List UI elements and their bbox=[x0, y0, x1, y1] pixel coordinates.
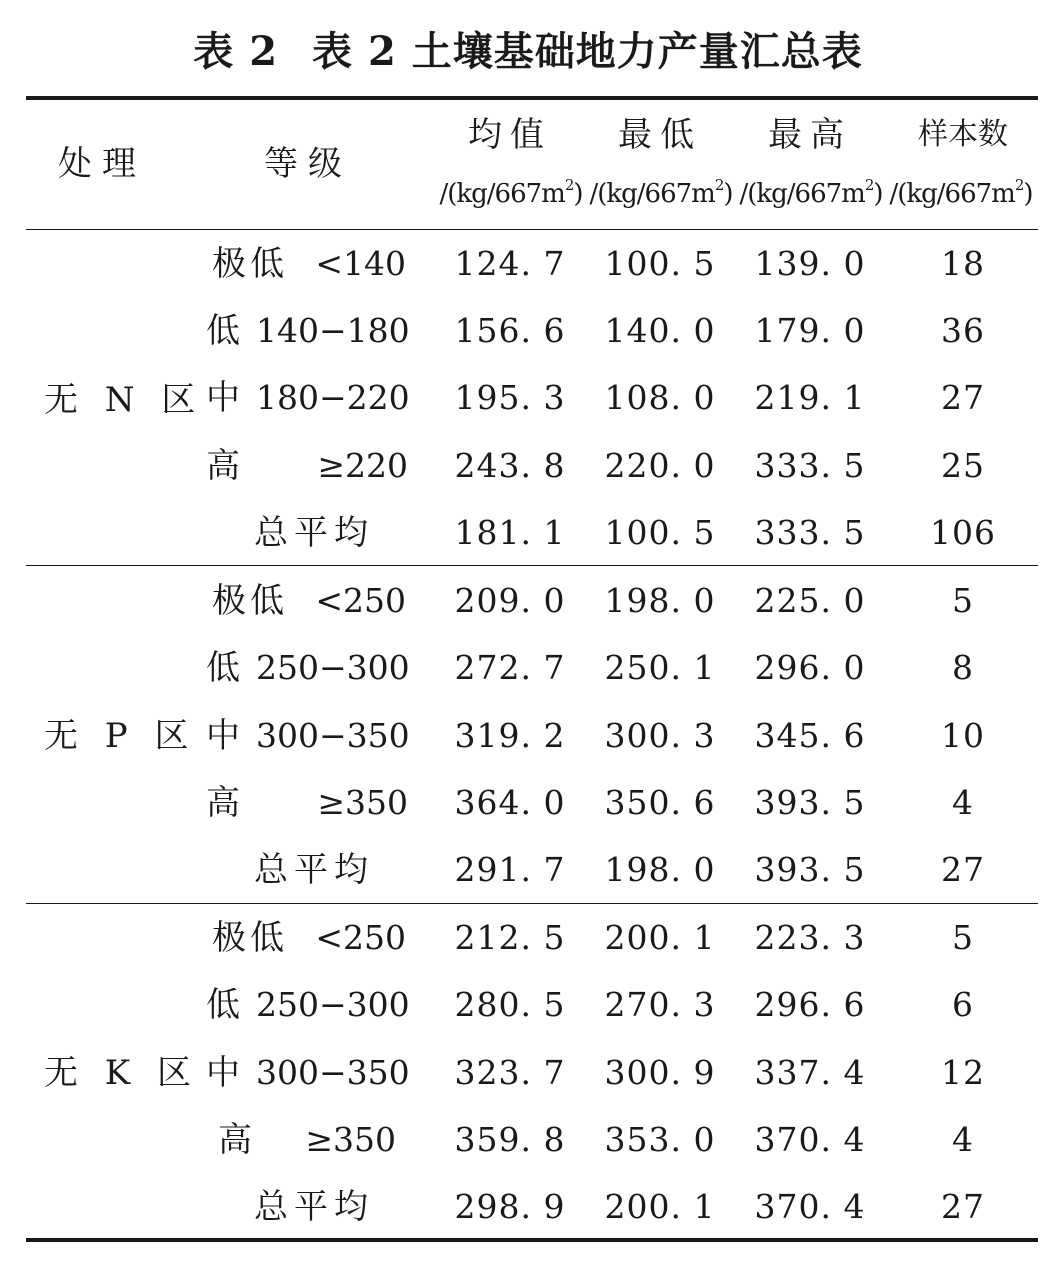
mean-value: 359. 8 bbox=[454, 1120, 566, 1159]
mean-value: 291. 7 bbox=[454, 850, 566, 889]
count-value: 4 bbox=[952, 783, 974, 822]
unit-close: ) bbox=[723, 179, 733, 209]
mean-value: 243. 8 bbox=[454, 446, 566, 485]
header-max-unit bbox=[738, 178, 884, 207]
min-value: 140. 0 bbox=[604, 311, 716, 350]
count-value: 27 bbox=[941, 1187, 985, 1226]
count-value: 4 bbox=[952, 1120, 974, 1159]
grade-range: ≥350 bbox=[305, 1120, 396, 1159]
min-value: 270. 3 bbox=[604, 985, 716, 1024]
grade-range: 250−300 bbox=[256, 648, 410, 687]
mean-value: 156. 6 bbox=[454, 311, 566, 350]
header-max: 最高 bbox=[768, 115, 852, 155]
grade-label: 低 bbox=[206, 311, 244, 351]
header-mean: 均值 bbox=[468, 115, 552, 155]
grade-range: ≥350 bbox=[317, 783, 408, 822]
mean-value: 319. 2 bbox=[454, 716, 566, 755]
max-value: 370. 4 bbox=[754, 1120, 866, 1159]
mean-value: 323. 7 bbox=[454, 1053, 566, 1092]
unit-close: ) bbox=[1023, 179, 1033, 209]
mean-value: 195. 3 bbox=[454, 378, 566, 417]
table-caption: 表 2 土壤基础地力产量汇总表 bbox=[312, 28, 863, 75]
header-rule bbox=[26, 229, 1038, 230]
mean-value: 212. 5 bbox=[454, 918, 566, 957]
grade-label: 高 bbox=[206, 446, 244, 486]
count-value: 36 bbox=[941, 311, 985, 350]
unit-close: ) bbox=[573, 179, 583, 209]
overall-average-label: 总平均 bbox=[254, 850, 374, 890]
min-value: 220. 0 bbox=[604, 446, 716, 485]
grade-range: ≥220 bbox=[317, 446, 408, 485]
min-value: 100. 5 bbox=[604, 513, 716, 552]
max-value: 139. 0 bbox=[754, 244, 866, 283]
header-count-unit bbox=[888, 178, 1034, 207]
overall-average-label: 总平均 bbox=[254, 1187, 374, 1227]
count-value: 27 bbox=[941, 378, 985, 417]
overall-average-label: 总平均 bbox=[254, 513, 374, 553]
grade-range: 300−350 bbox=[256, 1053, 410, 1092]
grade-range: 250−300 bbox=[256, 985, 410, 1024]
min-value: 250. 1 bbox=[604, 648, 716, 687]
group-label: 无 P 区 bbox=[44, 716, 197, 756]
count-value: 5 bbox=[952, 581, 974, 620]
grade-range: <140 bbox=[315, 244, 406, 283]
header-min-unit bbox=[588, 178, 734, 207]
unit-text: /(kg/667m bbox=[439, 179, 565, 209]
count-value: 6 bbox=[952, 985, 974, 1024]
grade-label: 低 bbox=[206, 985, 244, 1025]
grade-label: 极低 bbox=[212, 918, 288, 958]
count-value: 27 bbox=[941, 850, 985, 889]
grade-label: 高 bbox=[206, 783, 244, 823]
min-value: 100. 5 bbox=[604, 244, 716, 283]
unit-exponent: 2 bbox=[714, 176, 724, 194]
count-value: 5 bbox=[952, 918, 974, 957]
max-value: 393. 5 bbox=[754, 850, 866, 889]
max-value: 333. 5 bbox=[754, 513, 866, 552]
mean-value: 364. 0 bbox=[454, 783, 566, 822]
max-value: 296. 0 bbox=[754, 648, 866, 687]
grade-label: 高 bbox=[218, 1120, 256, 1160]
max-value: 337. 4 bbox=[754, 1053, 866, 1092]
mean-value: 209. 0 bbox=[454, 581, 566, 620]
group-label: 无 K 区 bbox=[44, 1053, 200, 1093]
grade-range: <250 bbox=[315, 581, 406, 620]
grade-range: <250 bbox=[315, 918, 406, 957]
count-value: 18 bbox=[941, 244, 985, 283]
header-count: 样本数 bbox=[918, 117, 1008, 152]
count-value: 10 bbox=[941, 716, 985, 755]
table-label: 表 2 bbox=[193, 28, 279, 75]
max-value: 225. 0 bbox=[754, 581, 866, 620]
header-treatment: 处理 bbox=[58, 144, 146, 184]
grade-label: 低 bbox=[206, 648, 244, 688]
table-title bbox=[0, 24, 1056, 80]
count-value: 106 bbox=[930, 513, 996, 552]
unit-exponent: 2 bbox=[1014, 176, 1024, 194]
mean-value: 298. 9 bbox=[454, 1187, 566, 1226]
min-value: 108. 0 bbox=[604, 378, 716, 417]
mean-value: 181. 1 bbox=[454, 513, 566, 552]
max-value: 345. 6 bbox=[754, 716, 866, 755]
bottom-rule bbox=[26, 1238, 1038, 1242]
unit-exponent: 2 bbox=[864, 176, 874, 194]
header-mean-unit bbox=[438, 178, 584, 207]
max-value: 219. 1 bbox=[754, 378, 866, 417]
min-value: 198. 0 bbox=[604, 581, 716, 620]
min-value: 200. 1 bbox=[604, 918, 716, 957]
max-value: 223. 3 bbox=[754, 918, 866, 957]
group-divider bbox=[26, 903, 1038, 904]
mean-value: 124. 7 bbox=[454, 244, 566, 283]
max-value: 370. 4 bbox=[754, 1187, 866, 1226]
min-value: 353. 0 bbox=[604, 1120, 716, 1159]
max-value: 179. 0 bbox=[754, 311, 866, 350]
mean-value: 272. 7 bbox=[454, 648, 566, 687]
header-grade: 等级 bbox=[264, 144, 352, 184]
unit-text: /(kg/667m bbox=[889, 179, 1015, 209]
grade-range: 300−350 bbox=[256, 716, 410, 755]
grade-label: 中 bbox=[206, 378, 244, 418]
max-value: 296. 6 bbox=[754, 985, 866, 1024]
min-value: 350. 6 bbox=[604, 783, 716, 822]
count-value: 12 bbox=[941, 1053, 985, 1092]
count-value: 25 bbox=[941, 446, 985, 485]
max-value: 393. 5 bbox=[754, 783, 866, 822]
unit-close: ) bbox=[873, 179, 883, 209]
unit-exponent: 2 bbox=[564, 176, 574, 194]
min-value: 300. 3 bbox=[604, 716, 716, 755]
header-min: 最低 bbox=[618, 115, 702, 155]
min-value: 198. 0 bbox=[604, 850, 716, 889]
group-divider bbox=[26, 565, 1038, 566]
top-rule bbox=[26, 96, 1038, 100]
group-label: 无 N 区 bbox=[44, 380, 204, 420]
min-value: 200. 1 bbox=[604, 1187, 716, 1226]
mean-value: 280. 5 bbox=[454, 985, 566, 1024]
unit-text: /(kg/667m bbox=[739, 179, 865, 209]
unit-text: /(kg/667m bbox=[589, 179, 715, 209]
grade-range: 180−220 bbox=[256, 378, 410, 417]
min-value: 300. 9 bbox=[604, 1053, 716, 1092]
grade-label: 中 bbox=[206, 1053, 244, 1093]
max-value: 333. 5 bbox=[754, 446, 866, 485]
grade-label: 极低 bbox=[212, 244, 288, 284]
grade-label: 极低 bbox=[212, 581, 288, 621]
count-value: 8 bbox=[952, 648, 974, 687]
grade-label: 中 bbox=[206, 716, 244, 756]
grade-range: 140−180 bbox=[256, 311, 410, 350]
